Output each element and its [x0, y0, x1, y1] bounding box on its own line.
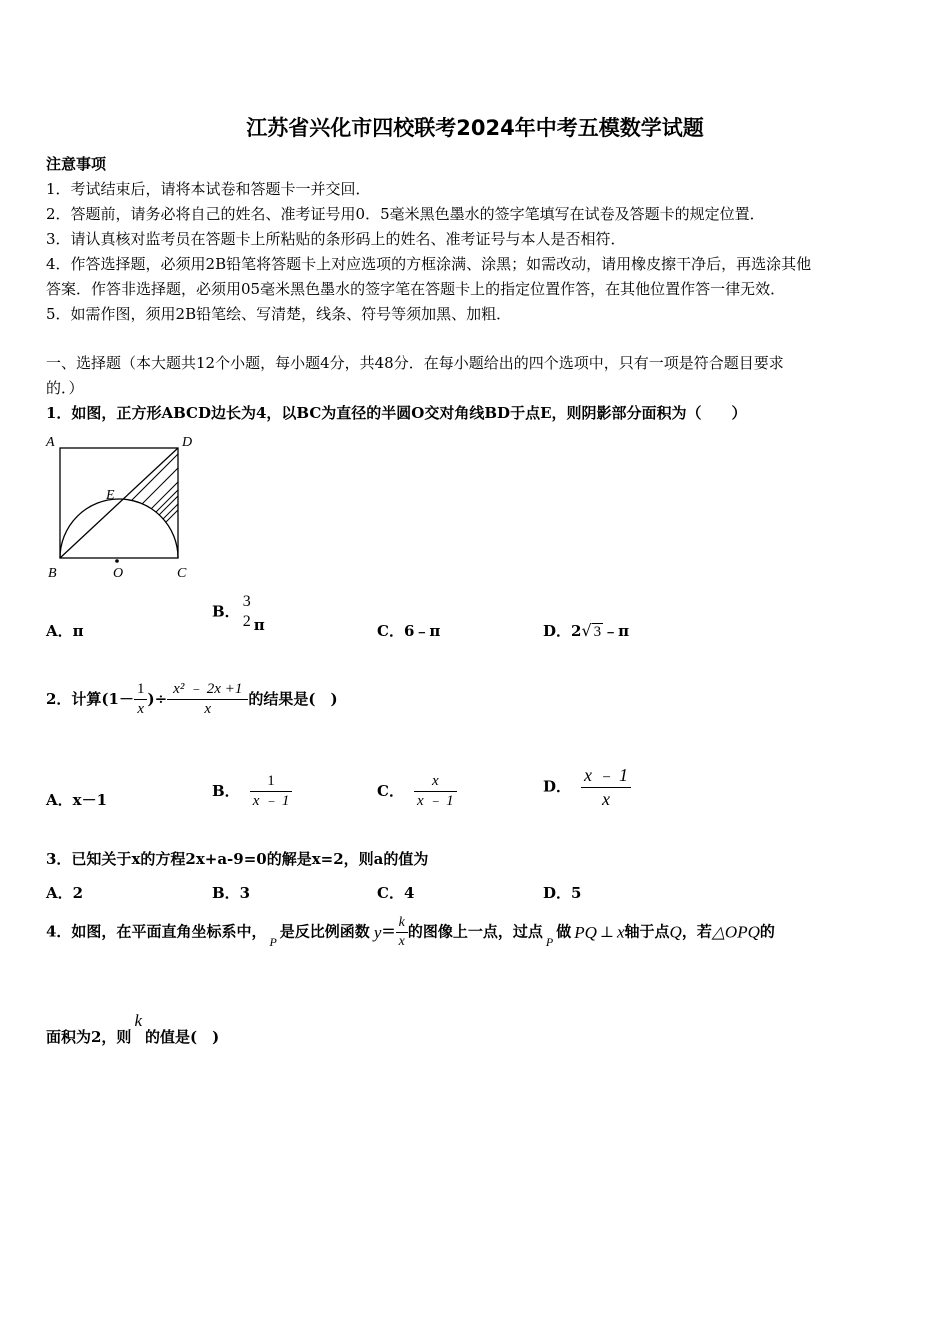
- q4-k2: k: [134, 1011, 142, 1030]
- section-heading: 一、选择题（本大题共12个小题，每小题4分，共48分．在每小题给出的四个选项中，只有一项是符合题目要求: [46, 354, 784, 372]
- q1-option-b-label: B．: [212, 602, 240, 621]
- diagonal-bd: [60, 448, 178, 558]
- label-o: O: [113, 566, 124, 581]
- q4-p6: ，若: [681, 922, 712, 941]
- label-b: B: [48, 566, 57, 581]
- q1-option-b-tail: π: [253, 616, 265, 634]
- q2-f2-num: x² ﹣ 2x +1: [167, 680, 248, 700]
- q4-p4: 做: [556, 922, 572, 941]
- notice-line-4-cont: 答案．作答非选择题，必须用05毫米黑色墨水的签字笔在答题卡上的指定位置作答，在其他位置作答一律无效．: [46, 280, 786, 298]
- section-heading-cont: 的．）: [46, 379, 84, 397]
- q2-option-d-den: x: [602, 788, 611, 809]
- q1-option-c-value: 6﹣π: [403, 622, 441, 640]
- q2-lead: 2．计算(1－: [46, 689, 134, 708]
- q1-option-a-label: A．: [46, 622, 73, 640]
- q1-option-b[interactable]: [212, 592, 265, 633]
- q2-fraction-1: [134, 680, 148, 719]
- q4-fraction: [396, 914, 408, 950]
- q2-option-c-fraction: [414, 772, 457, 811]
- q2-option-c[interactable]: [377, 772, 457, 811]
- question-1-stem: 1．如图，正方形ABCD边长为4，以BC为直径的半圆O交对角线BD于点E，则阴影部分面积为（ ）: [46, 404, 747, 422]
- q2-option-a-value: x－1: [72, 791, 108, 809]
- notice-line-3: 3．请认真核对监考员在答题卡上所粘贴的条形码上的姓名、准考证号与本人是否相符．: [46, 230, 626, 248]
- q4-line2b: 的值是( ): [145, 1028, 220, 1046]
- q1-option-a[interactable]: [46, 620, 84, 641]
- q1-option-d-tail: ﹣π: [603, 622, 630, 640]
- q2-f1-num: 1: [134, 680, 148, 700]
- q2-option-c-den: x ﹣ 1: [416, 792, 454, 809]
- q1-option-a-value: π: [72, 622, 84, 640]
- q2-option-c-label: C．: [377, 781, 404, 800]
- center-point-o: [115, 559, 119, 563]
- question-4-stem-cont: [46, 1012, 219, 1045]
- label-a: A: [46, 435, 55, 450]
- perpendicular-icon: ⊥: [599, 922, 614, 941]
- q3-option-b[interactable]: B．3: [212, 884, 251, 902]
- q1-option-c-label: C．: [377, 622, 404, 640]
- q4-x-axis: x: [616, 922, 625, 942]
- q4-pq: PQ: [574, 922, 597, 942]
- q4-p1: 4．如图，在平面直角坐标系中，: [46, 922, 267, 941]
- q4-point-p2: P: [545, 935, 554, 949]
- label-c: C: [177, 566, 187, 581]
- q2-option-d-fraction: [581, 764, 631, 810]
- q4-eq: =: [381, 921, 396, 942]
- notice-line-4: 4．作答选择题，必须用2B铅笔将答题卡上对应选项的方框涂满、涂黑；如需改动，请用橡皮擦干净后，再选涂其他: [46, 255, 812, 273]
- q4-y: y: [373, 922, 382, 942]
- notice-heading: 注意事项: [46, 155, 107, 173]
- q1-option-d-coef: 2: [571, 622, 582, 640]
- q2-option-d-num: x ﹣ 1: [581, 764, 631, 788]
- q2-f1-den: x: [137, 700, 145, 717]
- notice-line-1: 1．考试结束后，请将本试卷和答题卡一并交回．: [46, 180, 371, 198]
- q2-fraction-2: [167, 680, 248, 719]
- q1-option-d-label: D．: [543, 622, 572, 640]
- q4-p5: 轴于点: [624, 922, 670, 941]
- q2-option-a[interactable]: [46, 789, 107, 810]
- q2-option-b[interactable]: [212, 772, 292, 811]
- q1-option-d[interactable]: [543, 620, 629, 641]
- q2-f2-den: x: [204, 700, 212, 717]
- q4-p7: 的: [759, 922, 775, 941]
- q4-q: Q: [669, 922, 682, 942]
- q4-k: k: [396, 914, 408, 933]
- q1-option-b-den: 2: [242, 613, 251, 630]
- q2-option-b-den: x ﹣ 1: [252, 792, 290, 809]
- notice-line-5: 5．如需作图，须用2B铅笔绘、写清楚，线条、符号等须加黑、加粗．: [46, 305, 512, 323]
- q2-option-d-label: D．: [543, 777, 572, 796]
- notice-line-2: 2．答题前，请务必将自己的姓名、准考证号用0．5毫米黑色墨水的签字笔填写在试卷及答题卡的规定位置．: [46, 205, 765, 223]
- q1-option-c[interactable]: [377, 620, 440, 641]
- q4-p2: 是反比例函数: [279, 922, 370, 941]
- q3-option-c[interactable]: C．4: [377, 884, 415, 902]
- q2-tail: 的结果是( ): [248, 689, 338, 708]
- q4-p3: 的图像上一点，过点: [407, 922, 543, 941]
- q3-option-a[interactable]: A．2: [46, 884, 84, 902]
- q2-option-d[interactable]: [543, 764, 631, 810]
- q2-option-b-num: 1: [250, 772, 293, 792]
- q4-x: x: [398, 933, 405, 949]
- label-d: D: [182, 435, 193, 450]
- question-3-stem: 3．已知关于x的方程2x+a-9=0的解是x=2，则a的值为: [46, 850, 429, 868]
- q2-option-b-label: B．: [212, 781, 240, 800]
- question-2-stem: [46, 680, 338, 719]
- radical-icon: √: [581, 621, 592, 640]
- q2-option-b-fraction: [250, 772, 293, 811]
- question-4-stem: [46, 914, 775, 950]
- page-title: 江苏省兴化市四校联考2024年中考五模数学试题: [246, 116, 704, 140]
- q4-triangle: △OPQ: [711, 922, 760, 942]
- q2-option-c-num: x: [414, 772, 457, 792]
- q1-option-d-radicand: 3: [593, 624, 602, 640]
- q1-option-b-num: 3: [242, 593, 251, 610]
- q4-line2a: 面积为2，则: [46, 1028, 132, 1046]
- q4-point-p: P: [269, 935, 277, 949]
- label-e: E: [106, 488, 115, 503]
- q3-option-d[interactable]: D．5: [543, 884, 582, 902]
- square-semicircle-figure: [40, 430, 210, 585]
- q1-option-b-fraction: [240, 592, 254, 632]
- q2-mid: )÷: [147, 689, 168, 708]
- q2-option-a-label: A．: [46, 791, 73, 809]
